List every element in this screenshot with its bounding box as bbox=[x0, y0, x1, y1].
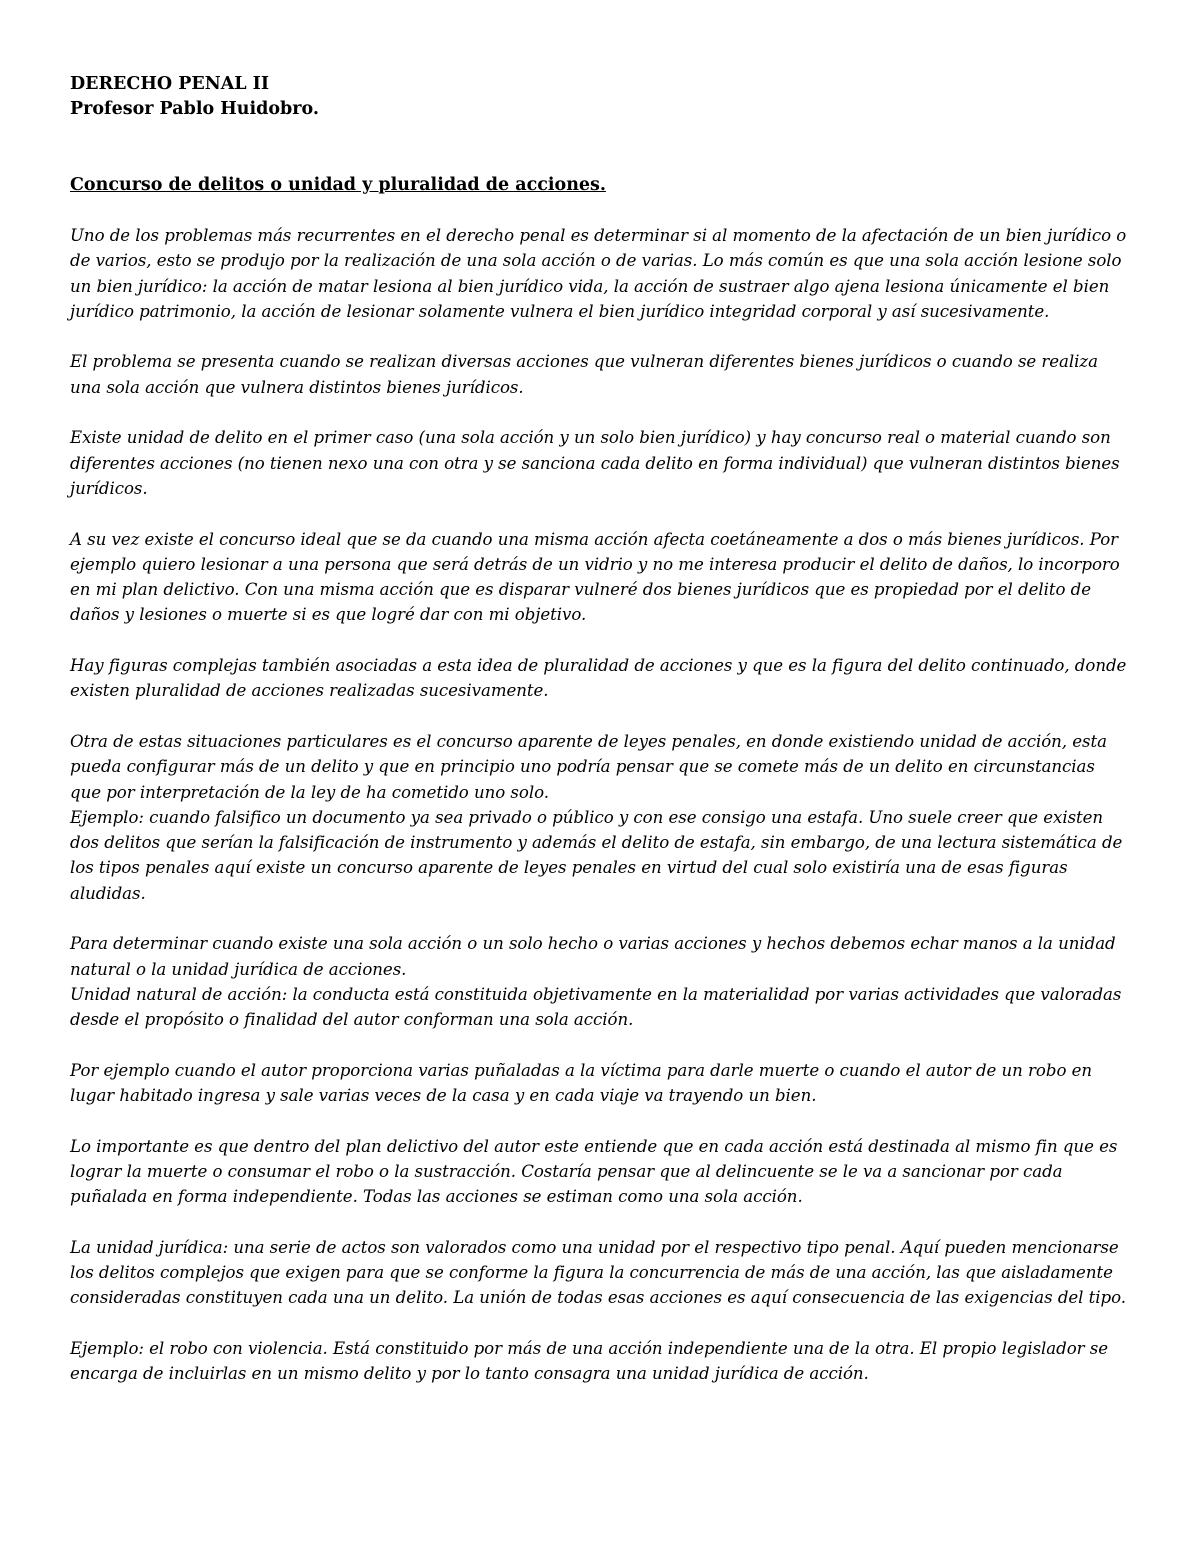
paragraph: Existe unidad de delito en el primer caso (una sola acción y un solo bien jurídico) y hay concurso real o material cuando son diferentes acciones (no tienen nexo una con otra y se sanciona cada delito en forma individual) que vulneran distintos bienes jurídicos. bbox=[70, 428, 1120, 498]
document-page bbox=[70, 72, 1130, 1412]
paragraph: La unidad jurídica: una serie de actos son valorados como una unidad por el respectivo tipo penal. Aquí pueden mencionarse los delitos complejos que exigen para que se conforme la figura la concurrencia de más de una acción, las que aisladamente consideradas constituyen cada una un delito. La unión de todas esas acciones es aquí consecuencia de las exigencias del tipo. bbox=[70, 1237, 1126, 1308]
course-title: DERECHO PENAL II bbox=[70, 74, 270, 94]
paragraph: Lo importante es que dentro del plan delictivo del autor este entiende que en cada acción está destinada al mismo fin que es lograr la muerte o consumar el robo o la sustracción. Costaría pensar que al delincuente se le va a sancionar por cada puñalada en forma independiente. Todas las acciones se estiman como una sola acción. bbox=[70, 1136, 1118, 1207]
paragraph: Otra de estas situaciones particulares es el concurso aparente de leyes penales, en donde existiendo unidad de acción, esta pueda configurar más de un delito y que en principio uno podría pensar que se comete más de un delito en circunstancias que por interpretación de la ley de ha cometido uno solo. bbox=[70, 731, 1107, 802]
paragraph: Para determinar cuando existe una sola acción o un solo hecho o varias acciones y hechos debemos echar manos a la unidad natural o la unidad jurídica de acciones. bbox=[70, 934, 1116, 979]
section-title: Concurso de delitos o unidad y pluralidad de acciones. bbox=[70, 175, 606, 195]
professor-name: Profesor Pablo Huidobro. bbox=[70, 99, 319, 119]
paragraph: El problema se presenta cuando se realizan diversas acciones que vulneran diferentes bienes jurídicos o cuando se realiza una sola acción que vulnera distintos bienes jurídicos. bbox=[70, 352, 1098, 397]
paragraph: Ejemplo: el robo con violencia. Está constituido por más de una acción independiente una de la otra. El propio legislador se encarga de incluirlas en un mismo delito y por lo tanto consagra una unidad jurídica de acción. bbox=[70, 1339, 1108, 1384]
paragraph: Ejemplo: cuando falsifico un documento ya sea privado o público y con ese consigo una estafa. Uno suele creer que existen dos delitos que serían la falsificación de instrumento y además el delito de estafa, sin embargo, de una lectura sistemática de los tipos penales aquí existe un concurso aparente de leyes penales en virtud del cual solo existiría una de esas figuras aludidas. bbox=[70, 807, 1123, 903]
paragraph: A su vez existe el concurso ideal que se da cuando una misma acción afecta coetáneamente a dos o más bienes jurídicos. Por ejemplo quiero lesionar a una persona que será detrás de un vidrio y no me interesa producir el delito de daños, lo incorporo en mi plan delictivo. Con una misma acción que es disparar vulneré dos bienes jurídicos que es propiedad por el delito de daños y lesiones o muerte si es que logré dar con mi objetivo. bbox=[70, 529, 1120, 625]
paragraph: Unidad natural de acción: la conducta está constituida objetivamente en la materialidad por varias actividades que valoradas desde el propósito o finalidad del autor conforman una sola acción. bbox=[70, 984, 1122, 1030]
paragraph: Hay figuras complejas también asociadas a esta idea de pluralidad de acciones y que es la figura del delito continuado, donde existen pluralidad de acciones realizadas sucesivamente. bbox=[70, 656, 1127, 701]
paragraph: Por ejemplo cuando el autor proporciona varias puñaladas a la víctima para darle muerte o cuando el autor de un robo en lugar habitado ingresa y sale varias veces de la casa y en cada viaje va trayendo un bien. bbox=[70, 1060, 1093, 1106]
paragraph: Uno de los problemas más recurrentes en el derecho penal es determinar si al momento de la afectación de un bien jurídico o de varios, esto se produjo por la realización de una sola acción o de varias. Lo más común es que una sola acción lesione solo un bien jurídico: la acción de matar lesiona al bien jurídico vida, la acción de sustraer algo ajena lesiona únicamente el bien jurídico patrimonio, la acción de lesionar solamente vulnera el bien jurídico integridad corporal y así sucesivamente. bbox=[70, 226, 1127, 321]
